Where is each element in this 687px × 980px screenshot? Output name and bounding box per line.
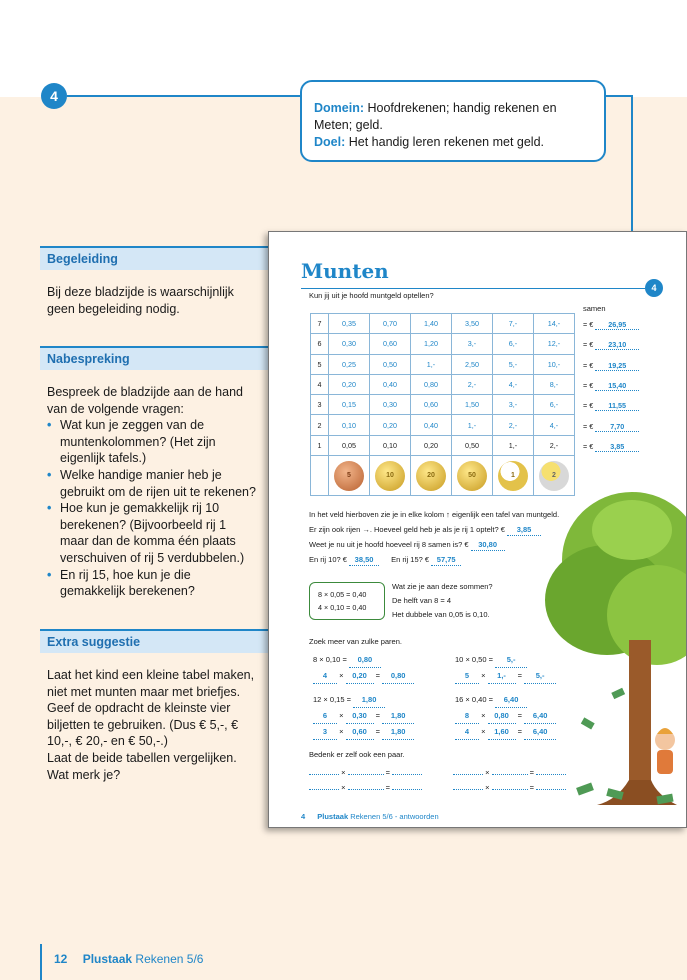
table-cell: 3,-	[493, 395, 534, 415]
table-cell: 0,50	[370, 354, 411, 374]
workbook-page-preview	[268, 231, 687, 828]
pair-answer: 8	[455, 708, 479, 724]
table-cell: 0,30	[329, 334, 370, 354]
table-cell: 1,-	[452, 415, 493, 435]
euro-prefix: = €	[583, 421, 594, 431]
pair-group-2: 10 × 0,50 = 5,- 5 × 1,- = 5,-	[455, 652, 556, 684]
euro-prefix: = €	[583, 320, 594, 329]
pair-answer: 6,40	[495, 692, 527, 708]
table-cell: 3,-	[452, 334, 493, 354]
times-sign: ×	[319, 655, 324, 664]
blank-pairs-left: × = × =	[309, 765, 422, 795]
answer-row15: 57,75	[431, 555, 461, 566]
table-cell: 1,40	[411, 314, 452, 334]
equals-sign: =	[488, 655, 494, 664]
pair-factor: 8	[313, 655, 318, 664]
example-sums-box	[309, 582, 385, 620]
table-cell: 2,-	[493, 415, 534, 435]
pair-answer: 1,80	[382, 708, 414, 724]
pair-answer: 0,80	[349, 652, 381, 668]
example-sum-2: 4 × 0,10 = 0,40	[318, 603, 367, 612]
answer-row10: 38,50	[349, 555, 379, 566]
answer-row1: 3,85	[507, 525, 541, 536]
doel-label: Doel:	[314, 135, 346, 149]
coin-cell	[452, 456, 493, 496]
row-sum	[583, 381, 639, 391]
table-cell: 1,-	[493, 435, 534, 455]
coin-icon: 2	[539, 461, 569, 491]
table-row	[311, 314, 575, 334]
coin-icon: 5	[334, 461, 364, 491]
extra-p2: Geef de opdracht de kleinste vier biljetten te gebruiken. (Dus € 5,-, € 10,-, € 20,- en € 50,-.)	[47, 701, 239, 749]
euro-prefix: = €	[583, 401, 594, 411]
extra-suggestie-body	[47, 667, 257, 783]
pair-group-3: 12 × 0,15 = 1,80 6 × 0,30 = 1,80 3 × 0,60 = 1,80	[313, 692, 414, 740]
question-row15: En rij 15? €	[391, 555, 430, 564]
table-row	[311, 334, 575, 354]
coin-table	[310, 313, 575, 496]
lesson-number-badge: 4	[41, 83, 67, 109]
example-question-2: De helft van 8 = 4	[392, 596, 451, 605]
empty-cell	[311, 456, 329, 496]
nabespreking-heading: Nabespreking	[40, 346, 268, 370]
table-cell: 4,-	[534, 415, 575, 435]
domein-label: Domein:	[314, 101, 364, 115]
pair-answer: 6,40	[524, 708, 556, 724]
header-rule-right	[606, 95, 633, 97]
pair-answer: 5,-	[495, 652, 527, 668]
times-sign: ×	[465, 655, 470, 664]
table-cell: 0,80	[411, 374, 452, 394]
row-sum	[583, 422, 639, 432]
workbook-question: Kun jij uit je hoofd muntgeld optellen?	[309, 291, 434, 300]
question-row10: En rij 10? €	[309, 555, 347, 564]
coin-icon: 10	[375, 461, 405, 491]
answer-row8: 30,80	[471, 540, 505, 551]
table-cell: 10,-	[534, 354, 575, 374]
zoek-instruction: Zoek meer van zulke paren.	[309, 637, 402, 646]
table-cell: 0,10	[370, 435, 411, 455]
instruction-text-3	[309, 540, 505, 551]
list-item: • Welke handige manier heb je gebruikt om de rijen uit te rekenen?	[47, 467, 257, 500]
pair-answer: 4	[313, 668, 337, 684]
table-cell: 0,25	[329, 354, 370, 374]
table-cell: 0,60	[411, 395, 452, 415]
coin-cell	[329, 456, 370, 496]
row-number: 1	[311, 435, 329, 455]
table-cell: 0,50	[452, 435, 493, 455]
table-cell: 6,-	[534, 395, 575, 415]
table-row	[311, 354, 575, 374]
row-number: 7	[311, 314, 329, 334]
pair-answer: 5	[455, 668, 479, 684]
question-row8: Weet je nu uit je hoofd hoeveel rij 8 samen is? €	[309, 540, 469, 549]
workbook-footer-num: 4	[301, 812, 306, 821]
table-cell: 0,10	[329, 415, 370, 435]
pair-answer: 1,80	[353, 692, 385, 708]
workbook-title-rule	[301, 288, 645, 289]
coin-icon: 50	[457, 461, 487, 491]
workbook-footer-brand: Plustaak	[317, 812, 349, 821]
instruction-text-2	[309, 525, 541, 536]
pair-answer: 0,30	[346, 708, 374, 724]
row-number: 3	[311, 395, 329, 415]
equals-sign: =	[342, 655, 347, 664]
pair-factor: 0,40	[471, 695, 487, 704]
table-row	[311, 435, 575, 455]
instruction-text-4	[309, 555, 461, 566]
blank-pairs-right: × = × =	[453, 765, 566, 795]
pair-factor: 0,50	[471, 655, 487, 664]
example-question-3: Het dubbele van 0,05 is 0,10.	[392, 610, 490, 619]
pair-answer: 0,80	[382, 668, 414, 684]
row-sum-answer: 23,10	[595, 340, 639, 350]
pair-group-4: 16 × 0,40 = 6,40 8 × 0,80 = 6,40 4 × 1,60 = 6,40	[455, 692, 556, 740]
pair-answer: 5,-	[524, 668, 556, 684]
example-sum-1: 8 × 0,05 = 0,40	[318, 590, 367, 599]
table-cell: 4,-	[493, 374, 534, 394]
row-number: 4	[311, 374, 329, 394]
pair-answer: 6,40	[524, 724, 556, 740]
pair-answer: 1,-	[488, 668, 516, 684]
coin-cell	[411, 456, 452, 496]
nabespreking-body	[47, 384, 257, 600]
pair-answer: 4	[455, 724, 479, 740]
row-sum	[583, 401, 639, 411]
footer-brand: Plustaak	[82, 952, 133, 966]
pair-answer: 0,60	[346, 724, 374, 740]
table-cell: 6,-	[493, 334, 534, 354]
table-cell: 2,-	[534, 435, 575, 455]
domein-text: Hoofdrekenen; handig rekenen en Meten; geld.	[314, 101, 557, 132]
row-sum-answer: 3,85	[595, 442, 639, 452]
table-cell: 2,50	[452, 354, 493, 374]
workbook-title: Munten	[301, 259, 389, 283]
pair-answer: 3	[313, 724, 337, 740]
table-cell: 5,-	[493, 354, 534, 374]
instruction-text-1: In het veld hierboven zie je in elke kolom ↑ eigenlijk een tafel van muntgeld.	[309, 510, 560, 519]
footer-rule	[40, 944, 42, 980]
table-row	[311, 374, 575, 394]
table-cell: 0,20	[411, 435, 452, 455]
workbook-page-badge: 4	[645, 279, 663, 297]
header-rule	[67, 95, 300, 97]
table-cell: 0,40	[411, 415, 452, 435]
row-sum-answer: 15,40	[595, 381, 639, 391]
pair-answer: 1,80	[382, 724, 414, 740]
doel-text: Het handig leren rekenen met geld.	[348, 135, 544, 149]
nabespreking-list	[47, 417, 257, 600]
coin-icon: 1	[498, 461, 528, 491]
extra-p1: Laat het kind een kleine tabel maken, niet met munten maar met briefjes.	[47, 668, 255, 699]
row-number: 5	[311, 354, 329, 374]
table-row	[311, 395, 575, 415]
table-cell: 1,-	[411, 354, 452, 374]
pair-factor: 12	[313, 695, 322, 704]
begeleiding-text: Bij deze bladzijde is waarschijnlijk geen begeleiding nodig.	[47, 285, 234, 316]
table-cell: 8,-	[534, 374, 575, 394]
table-row	[311, 415, 575, 435]
table-cell: 0,70	[370, 314, 411, 334]
row-sum	[583, 320, 639, 330]
table-cell: 7,-	[493, 314, 534, 334]
nabespreking-intro: Bespreek de bladzijde aan de hand van de volgende vragen:	[47, 385, 243, 416]
page-number: 12	[54, 952, 68, 966]
table-cell: 1,20	[411, 334, 452, 354]
row-sum-answer: 19,25	[595, 361, 639, 371]
table-cell: 0,20	[329, 374, 370, 394]
row-sum	[583, 361, 639, 371]
example-questions	[392, 580, 493, 622]
euro-prefix: = €	[583, 380, 594, 390]
question-row1: Er zijn ook rijen →. Hoeveel geld heb je als je rij 1 optelt? €	[309, 525, 505, 534]
pair-group-1: 8 × 0,10 = 0,80 4 × 0,20 = 0,80	[313, 652, 414, 684]
workbook-footer-series: Rekenen 5/6 - antwoorden	[350, 812, 439, 821]
table-cell: 12,-	[534, 334, 575, 354]
extra-p3: Laat de beide tabellen vergelijken. Wat merk je?	[47, 750, 237, 782]
euro-prefix: = €	[583, 360, 594, 370]
coin-icon: 20	[416, 461, 446, 491]
euro-prefix: = €	[583, 340, 594, 350]
pair-factor: 0,10	[325, 655, 341, 664]
table-cell: 1,50	[452, 395, 493, 415]
table-cell: 0,30	[370, 395, 411, 415]
workbook-footer	[301, 812, 439, 822]
pair-factor: 10	[455, 655, 464, 664]
money-tree-illustration	[537, 490, 687, 828]
row-sum-answer: 26,95	[595, 320, 639, 330]
list-item: • Hoe kun je gemakkelijk rij 10 berekenen? (Bijvoorbeeld rij 1 maar dan de komma één plaats verschuiven of rij 5 verdubbelen.)	[47, 500, 257, 566]
coin-cell	[370, 456, 411, 496]
coin-cell	[493, 456, 534, 496]
table-cell: 0,40	[370, 374, 411, 394]
table-cell: 0,60	[370, 334, 411, 354]
pair-answer: 1,60	[488, 724, 516, 740]
samen-label: samen	[583, 304, 606, 313]
goal-info-box	[300, 80, 606, 162]
euro-prefix: = €	[583, 441, 594, 451]
extra-suggestie-heading: Extra suggestie	[40, 629, 268, 653]
table-cell: 0,15	[329, 395, 370, 415]
pair-factor: 0,15	[329, 695, 345, 704]
row-sum-answer: 11,55	[595, 401, 639, 411]
table-cell: 14,-	[534, 314, 575, 334]
row-number: 6	[311, 334, 329, 354]
footer-series: Rekenen 5/6	[135, 952, 204, 966]
table-cell: 0,20	[370, 415, 411, 435]
list-item: • Wat kun je zeggen van de muntenkolommen? (Het zijn eigenlijk tafels.)	[47, 417, 257, 467]
table-cell: 0,35	[329, 314, 370, 334]
header-vertical-rule	[631, 95, 633, 231]
begeleiding-heading: Begeleiding	[40, 246, 268, 270]
row-sum	[583, 442, 639, 452]
pair-answer: 0,20	[346, 668, 374, 684]
row-sum-answer: 7,70	[595, 422, 639, 432]
list-item: • En rij 15, hoe kun je die gemakkelijk berekenen?	[47, 567, 257, 600]
row-sum	[583, 340, 639, 350]
pair-factor: 16	[455, 695, 464, 704]
table-cell: 3,50	[452, 314, 493, 334]
table-cell: 0,05	[329, 435, 370, 455]
pair-answer: 0,80	[488, 708, 516, 724]
bedenk-instruction: Bedenk er zelf ook een paar.	[309, 750, 405, 759]
example-question-1: Wat zie je aan deze sommen?	[392, 582, 493, 591]
page-footer	[54, 952, 203, 966]
row-number: 2	[311, 415, 329, 435]
pair-answer: 6	[313, 708, 337, 724]
table-cell: 2,-	[452, 374, 493, 394]
coin-row	[311, 456, 575, 496]
